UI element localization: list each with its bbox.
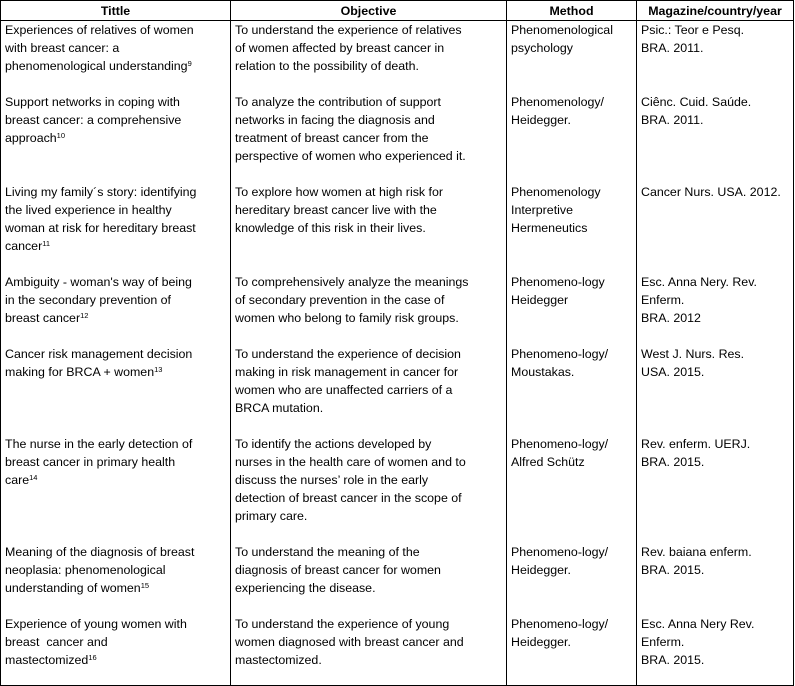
cell-objective: To analyze the contribution of support networks in facing the diagnosis and treatment of breast cancer from the perspective of women who experienced it. [231, 93, 507, 183]
header-row [1, 1, 794, 21]
reference-number: 15 [140, 580, 150, 590]
cell-objective: To understand the meaning of the diagnosis of breast cancer for women experiencing the disease. [231, 543, 507, 615]
cell-objective: To understand the experience of decision making in risk management in cancer for women who are unaffected carriers of a BRCA mutation. [231, 345, 507, 435]
table-row [1, 21, 794, 93]
cell-source: Rev. baiana enferm. BRA. 2015. [637, 543, 794, 615]
study-title: Support networks in coping with breast cancer: a comprehensive approach [5, 94, 182, 145]
reference-number: 14 [29, 472, 38, 482]
reference-number: 13 [154, 364, 163, 374]
study-title: Experience of young women with breast cancer and mastectomized [5, 616, 187, 667]
cell-method: Phenomeno-logy/ Heidegger. [507, 615, 637, 686]
table-row [1, 273, 794, 345]
cell-objective: To explore how women at high risk for hereditary breast cancer live with the knowledge of this risk in their lives. [231, 183, 507, 273]
cell-title [1, 183, 231, 273]
cell-method: Phenomenology/ Heidegger. [507, 93, 637, 183]
cell-source: Cancer Nurs. USA. 2012. [637, 183, 794, 273]
cell-method: Phenomenology Interpretive Hermeneutics [507, 183, 637, 273]
cell-method: Phenomeno-logy/ Moustakas. [507, 345, 637, 435]
reference-number: 16 [88, 652, 97, 662]
cell-title [1, 345, 231, 435]
cell-source: Esc. Anna Nery Rev. Enferm. BRA. 2015. [637, 615, 794, 686]
cell-method: Phenomeno-logy Heidegger [507, 273, 637, 345]
cell-objective: To understand the experience of young women diagnosed with breast cancer and mastectomized. [231, 615, 507, 686]
cell-objective: To understand the experience of relatives of women affected by breast cancer in relation to the possibility of death. [231, 21, 507, 93]
cell-source: Esc. Anna Nery. Rev. Enferm. BRA. 2012 [637, 273, 794, 345]
cell-source: Psic.: Teor e Pesq. BRA. 2011. [637, 21, 794, 93]
table-row [1, 615, 794, 686]
cell-title [1, 543, 231, 615]
cell-source: Rev. enferm. UERJ. BRA. 2015. [637, 435, 794, 543]
cell-title [1, 615, 231, 686]
header-method: Method [507, 1, 637, 21]
cell-title [1, 273, 231, 345]
table-row [1, 543, 794, 615]
study-title: Ambiguity - woman's way of being in the secondary prevention of breast cancer [5, 274, 192, 325]
cell-title [1, 93, 231, 183]
cell-method: Phenomeno-logy/ Heidegger. [507, 543, 637, 615]
cell-method: Phenomeno-logy/ Alfred Schütz [507, 435, 637, 543]
study-title: The nurse in the early detection of breast cancer in primary health care [5, 436, 193, 487]
cell-objective: To identify the actions developed by nurses in the health care of women and to discuss the nurses’ role in the early detection of breast cancer in the scope of primary care. [231, 435, 507, 543]
study-title: Meaning of the diagnosis of breast neoplasia: phenomenological understanding of women [5, 544, 195, 595]
table-row [1, 93, 794, 183]
table-body [1, 21, 794, 686]
cell-title [1, 21, 231, 93]
study-title: Experiences of relatives of women with breast cancer: a phenomenological understanding [5, 23, 194, 73]
cell-source: West J. Nurs. Res. USA. 2015. [637, 345, 794, 435]
cell-method: Phenomenological psychology [507, 21, 637, 93]
reference-number: 11 [42, 238, 50, 248]
cell-source: Ciênc. Cuid. Saúde. BRA. 2011. [637, 93, 794, 183]
header-objective: Objective [231, 1, 507, 21]
study-title: Living my family´s story: identifying the lived experience in healthy woman at risk for hereditary breast cancer [5, 184, 197, 253]
cell-objective: To comprehensively analyze the meanings of secondary prevention in the case of women who belong to family risk groups. [231, 273, 507, 345]
cell-title [1, 435, 231, 543]
reference-number: 12 [80, 310, 89, 320]
table-row [1, 345, 794, 435]
reference-number: 10 [56, 130, 66, 140]
table-row [1, 435, 794, 543]
table-row [1, 183, 794, 273]
reference-number: 9 [187, 59, 192, 68]
study-title: Cancer risk management decision making for BRCA + women [5, 346, 193, 379]
header-title: Tittle [1, 1, 231, 21]
header-source: Magazine/country/year [637, 1, 794, 21]
